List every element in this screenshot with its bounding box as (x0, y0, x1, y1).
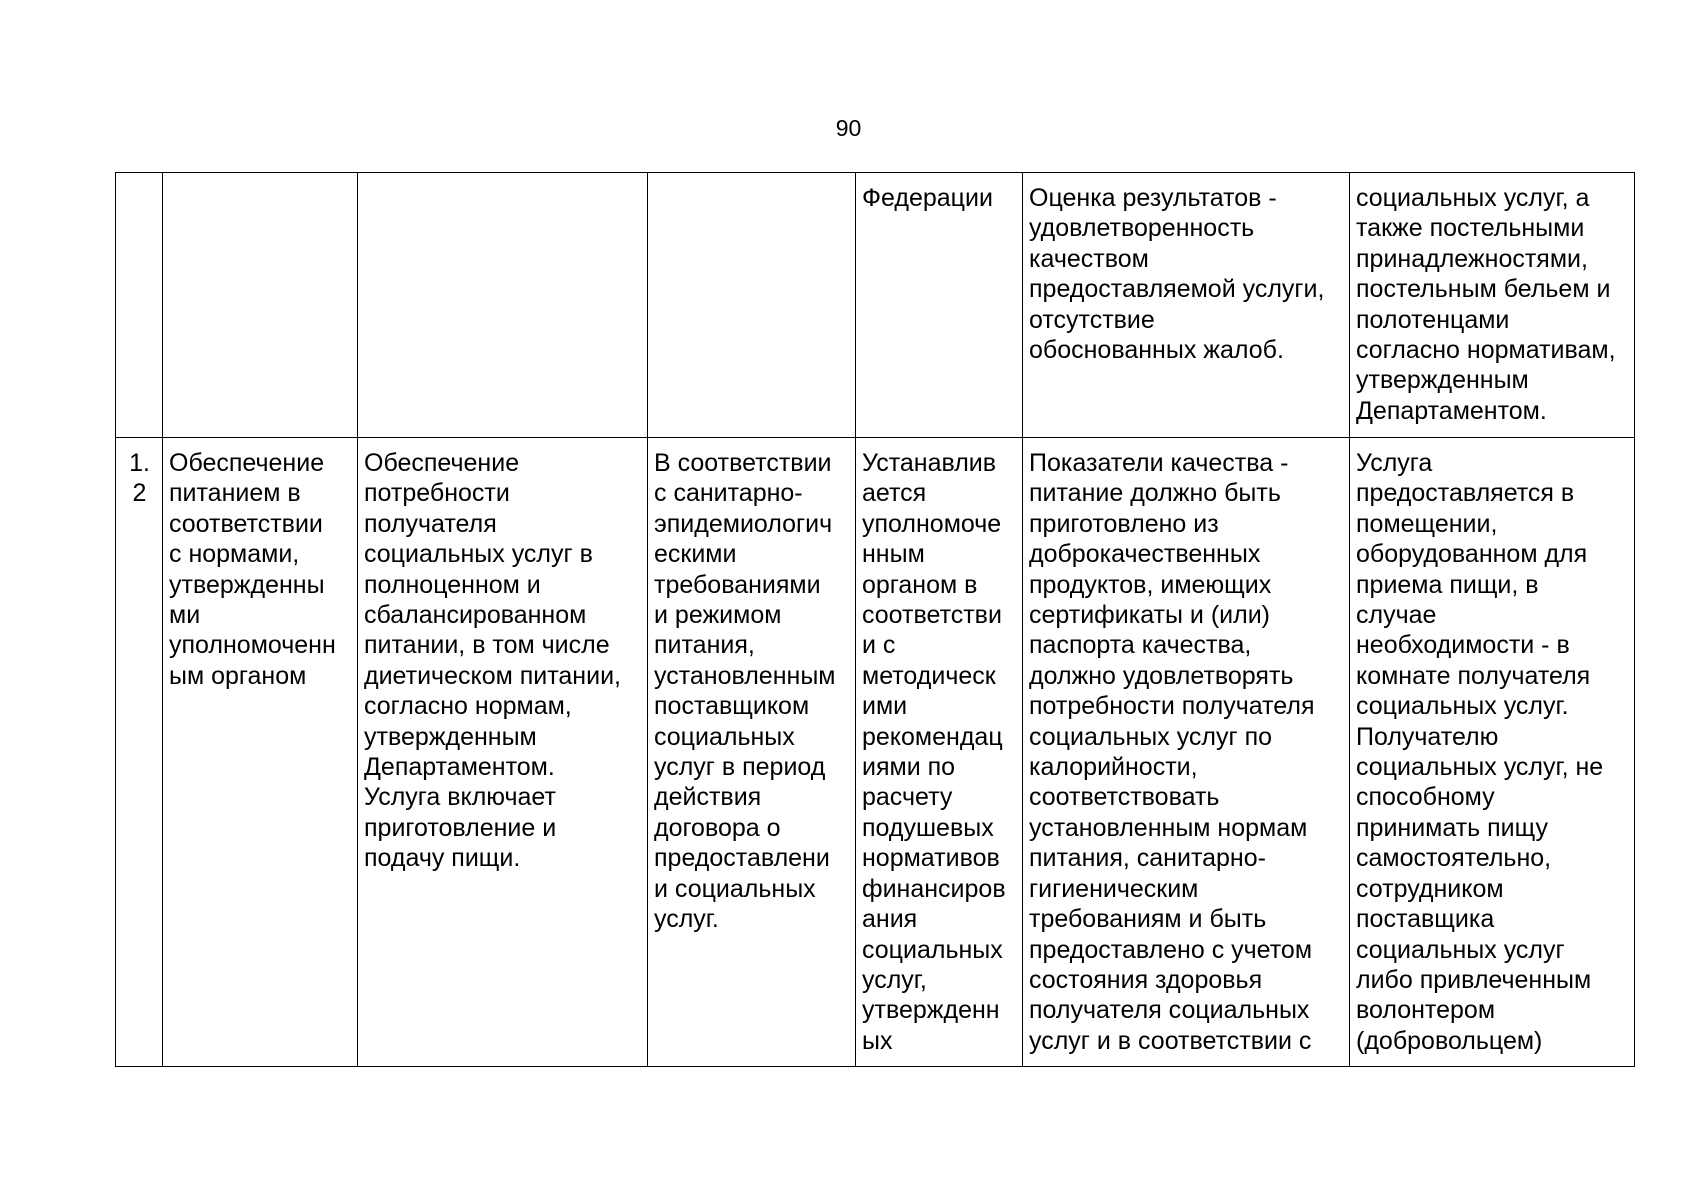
service-name-cell: Обеспечение питанием в соответствии с нормами, утвержденны ми уполномоченн ым органом (163, 438, 358, 1067)
cost-cell: Устанавлив ается уполномоче нным органом в соответстви и с методическ ими рекомендац иями по расчету подушевых нормативов финансиров ания социальных услуг, утвержденн ых (856, 438, 1023, 1067)
page-number: 90 (835, 115, 862, 141)
table-row (116, 173, 1635, 438)
description-cell: Обеспечение потребности получателя социальных услуг в полноценном и сбалансированном питании, в том числе диетическом питании, согласно нормам, утвержденным Департаментом. Услуга включает приготовление и подачу пищи. (358, 438, 648, 1067)
conditions-cell: Услуга предоставляется в помещении, оборудованном для приема пищи, в случае необходимости - в комнате получателя социальных услуг. Получателю социальных услуг, не способному принимать пищу самостоятельно, сотрудником поставщика социальных услуг либо привлеченным волонтером (добровольцем) (1350, 438, 1635, 1067)
service-name-cell (163, 173, 358, 438)
services-table (115, 172, 1635, 1067)
terms-cell: В соответствии с санитарно- эпидемиологич ескими требованиями и режимом питания, установленным поставщиком социальных услуг в период действия договора о предоставлени и социальных услуг. (648, 438, 856, 1067)
table-row (116, 438, 1635, 1067)
description-cell (358, 173, 648, 438)
cost-cell: Федерации (856, 173, 1023, 438)
row-number-cell: 1. 2 (116, 438, 163, 1067)
quality-cell: Оценка результатов - удовлетворенность качеством предоставляемой услуги, отсутствие обоснованных жалоб. (1023, 173, 1350, 438)
terms-cell (648, 173, 856, 438)
row-number-cell (116, 173, 163, 438)
conditions-cell: социальных услуг, а также постельными принадлежностями, постельным бельем и полотенцами согласно нормативам, утвержденным Департаментом. (1350, 173, 1635, 438)
quality-cell: Показатели качества - питание должно быть приготовлено из доброкачественных продуктов, имеющих сертификаты и (или) паспорта качества, должно удовлетворять потребности получателя социальных услуг по калорийности, соответствовать установленным нормам питания, санитарно- гигиеническим требованиям и быть предоставлено с учетом состояния здоровья получателя социальных услуг и в соответствии с (1023, 438, 1350, 1067)
